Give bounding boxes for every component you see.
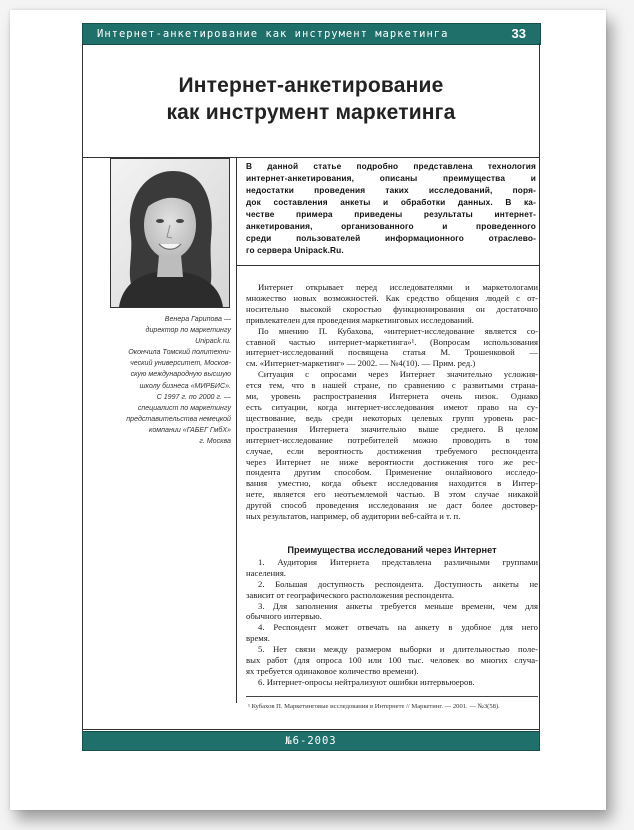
benefits-heading: Преимущества исследований через Интернет	[287, 545, 497, 555]
body-line: ных результатов, например, об аудитории веб-сайта и т. п.	[246, 511, 461, 522]
benefit-line: вых работ (для опроса 100 или 100 тыс. человек во многих случа-	[246, 655, 538, 666]
lead-line: док составления анкеты и обработки данных. В ка-	[246, 197, 536, 207]
benefit-line: время.	[246, 633, 270, 644]
article-title-line-2: как инструмент маркетинга	[166, 101, 456, 124]
body-line: вания уместно, когда объект исследования находится в Интер-	[246, 478, 538, 489]
body-line: другой способ проведения исследования не даст более достовер-	[246, 500, 538, 511]
article-body	[246, 282, 538, 522]
benefits-section	[246, 545, 538, 688]
lead-line: го сервера Unipack.Ru.	[246, 245, 344, 255]
body-line: через Интернет не ниже вероятности достижения того же рес-	[246, 456, 538, 467]
benefit-line: населения.	[246, 567, 286, 578]
body-line: нете, является его неотъемлемой частью. В этом случае никакой	[246, 489, 538, 500]
article-title-line-1: Интернет-анкетирование	[178, 74, 444, 97]
caption-line: компании «ГАБЕГ ГмбХ»	[148, 425, 231, 434]
author-photo	[110, 158, 230, 308]
caption-line: скую международную высшую	[130, 370, 231, 379]
running-title: Интернет-анкетирование как инструмент маркетинга	[97, 28, 449, 40]
benefit-line: ях требуется одинаковое количество времени).	[246, 665, 419, 676]
caption-line: ческий университет, Москов-	[130, 359, 231, 368]
body-line: привлекателен для проведения маркетинговых исследований.	[246, 314, 474, 325]
caption-line: Венера Гарипова —	[164, 315, 231, 323]
body-line: носительно высокой скоростью функционирования он достаточно	[246, 303, 538, 314]
author-portrait-image	[111, 159, 229, 307]
body-line: пространения Интернета значительно выше среднего. В целом	[246, 423, 538, 434]
footer-bar	[82, 731, 540, 751]
lead-line: недостатки проведения таких исследований, поря-	[246, 185, 536, 195]
body-line: интернет-исследований посвящена статья М. Трошенковой —	[246, 347, 538, 358]
benefit-line: 5. Нет связи между размером выборки и длительностью поле-	[258, 644, 538, 655]
benefit-line: 3. Для заполнения анкеты требуется меньше времени, чем для	[258, 600, 538, 611]
footnote: ¹ Кубахов П. Маркетинговые исследования в Интернете // Маркетинг. — 2001. — №3(58).	[248, 703, 500, 710]
caption-line: г. Москва	[199, 437, 231, 446]
body-line: ставной частью интернет-маркетинга»¹. (Вопросам использования	[246, 336, 538, 347]
lead-line: среди пользователей информационного отраслево-	[246, 233, 536, 243]
article-lead	[246, 160, 536, 256]
benefit-line: 6. Интернет-опросы нейтрализуют ошибки интервьюеров.	[258, 676, 475, 687]
running-header	[82, 23, 541, 45]
body-line: По мнению П. Кубахова, «интернет-исследование является со-	[258, 325, 538, 336]
lead-line: честве примера приведены результаты интернет-	[246, 209, 536, 219]
caption-line: Unipack.ru.	[195, 337, 231, 346]
benefit-line: 1. Аудитория Интернета представлена различными группами	[258, 556, 538, 567]
title-block	[82, 43, 540, 158]
column-divider	[236, 158, 237, 703]
benefit-line: 4. Респондент может отвечать на анкету в удобное для него	[258, 622, 538, 633]
footnote-rule	[246, 696, 538, 697]
page-number: 33	[511, 26, 526, 41]
caption-line: директор по маркетингу	[145, 326, 231, 335]
body-line: пондента другим способом. Применение онлайнового исследо-	[246, 467, 538, 478]
caption-line: школу бизнеса «МИРБИС».	[139, 381, 231, 390]
caption-line: представительства немецкой	[126, 414, 231, 423]
lead-divider	[236, 265, 540, 266]
caption-line: специалист по маркетингу	[137, 403, 231, 412]
body-line: случае, если вероятность достижения требуемого респондента	[246, 445, 538, 456]
body-line: есть ситуации, когда интернет-исследования имеют право на су-	[246, 401, 538, 412]
lead-line: интернет-анкетирования, описаны преимущества и	[246, 173, 536, 183]
benefit-line: 2. Большая доступность респондента. Доступность анкеты не	[258, 578, 538, 589]
lead-line: В данной статье подробно представлена технология	[246, 161, 536, 171]
caption-line: С 1997 г. по 2000 г. —	[156, 392, 231, 401]
body-line: интернет-исследование потребителей можно проводить в том	[246, 434, 538, 445]
body-line: Интернет открывает перед исследователями и маркетологами	[258, 282, 538, 292]
body-line: ществование, ведь среди некоторых целевых групп уровень рас-	[246, 412, 538, 423]
body-line: ми, уровень распространения Интернета очень низок. Однако	[246, 391, 538, 402]
benefit-line: обычного интервью.	[246, 611, 322, 622]
benefit-line: зависит от географического расположения респондента.	[246, 589, 455, 600]
body-line: Ситуация с опросами через Интернет значительно усложня-	[258, 369, 538, 380]
body-line: см. «Интернет-маркетинг» — 2002. — №4(10). — Прим. ред.)	[246, 358, 476, 369]
author-caption	[88, 314, 231, 447]
body-line: ется тем, что в нашей стране, по сравнению с развитыми страна-	[246, 380, 538, 391]
bottom-rule	[82, 729, 540, 730]
lead-line: анкетирования, организованного и проведенного	[246, 221, 536, 231]
issue-number: №6-2003	[285, 735, 337, 747]
caption-line: Окончила Томский политехни-	[128, 348, 231, 357]
body-line: множество новых возможностей. Как средство общения людей с от-	[246, 292, 538, 303]
